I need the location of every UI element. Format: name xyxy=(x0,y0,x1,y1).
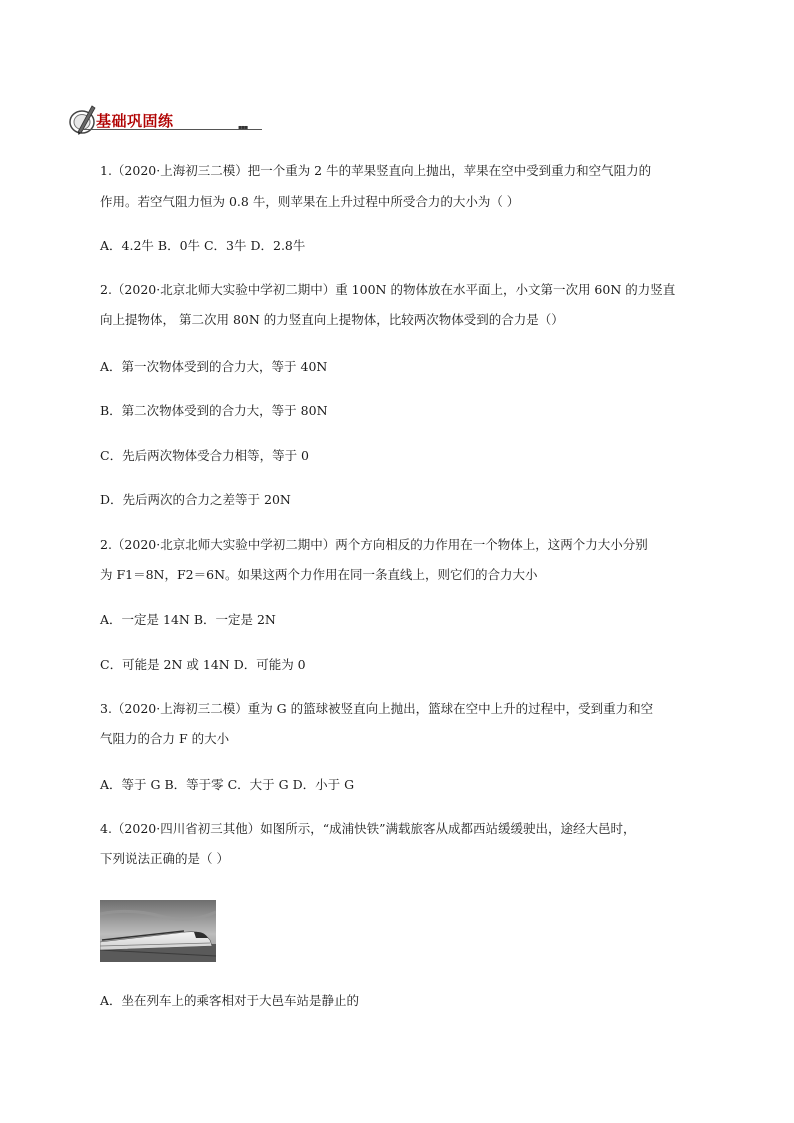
q2a-option-a: A．第一次物体受到的合力大，等于 40N xyxy=(100,359,328,374)
q2b-stem-line-1: 2.（2020·北京北师大实验中学初二期中）两个方向相反的力作用在一个物体上，这两个力大小分别 xyxy=(100,537,648,552)
q2b-options-ab: A．一定是 14N B．一定是 2N xyxy=(100,612,276,627)
section-banner xyxy=(68,104,248,136)
q2b-options-cd: C．可能是 2N 或 14N D．可能为 0 xyxy=(100,657,306,672)
q2a-option-d: D．先后两次的合力之差等于 20N xyxy=(100,492,291,507)
q4-stem-line-1: 4.（2020·四川省初三其他）如图所示，“成浦快铁”满载旅客从成都西站缓缓驶出，途经大邑时， xyxy=(100,821,636,836)
q2a-option-b: B．第二次物体受到的合力大，等于 80N xyxy=(100,403,328,418)
q1-options: A．4.2牛 B．0牛 C．3牛 D．2.8牛 xyxy=(100,238,306,253)
q3-stem-line-1: 3.（2020·上海初三二模）重为 G 的篮球被竖直向上抛出，篮球在空中上升的过程中，受到重力和空 xyxy=(100,701,654,716)
q1-stem-line-2: 作用。若空气阻力恒为 0.8 牛，则苹果在上升过程中所受合力的大小为（ ） xyxy=(100,194,520,209)
q2a-option-c: C．先后两次物体受合力相等，等于 0 xyxy=(100,448,309,463)
q3-options: A．等于 G B．等于零 C．大于 G D．小于 G xyxy=(100,777,355,792)
section-title: 基础巩固练 xyxy=(96,112,174,130)
q2a-stem-line-2: 向上提物体， 第二次用 80N 的力竖直向上提物体，比较两次物体受到的合力是（） xyxy=(100,312,564,327)
q2a-stem-line-1: 2.（2020·北京北师大实验中学初二期中）重 100N 的物体放在水平面上，小文第一次用 60N 的力竖直 xyxy=(100,282,676,297)
high-speed-train-photo xyxy=(100,900,216,962)
banner-dots-decoration: ▪▪▪ xyxy=(238,124,248,131)
q2b-stem-line-2: 为 F1＝8N，F2＝6N。如果这两个力作用在同一条直线上，则它们的合力大小 xyxy=(100,567,538,582)
q4-stem-line-2: 下列说法正确的是（ ） xyxy=(100,851,229,866)
q1-stem-line-1: 1.（2020·上海初三二模）把一个重为 2 牛的苹果竖直向上抛出，苹果在空中受到重力和空气阻力的 xyxy=(100,163,652,178)
q4-option-a: A．坐在列车上的乘客相对于大邑车站是静止的 xyxy=(100,993,360,1008)
pen-badge-icon xyxy=(68,104,98,136)
q3-stem-line-2: 气阻力的合力 F 的大小 xyxy=(100,731,230,746)
